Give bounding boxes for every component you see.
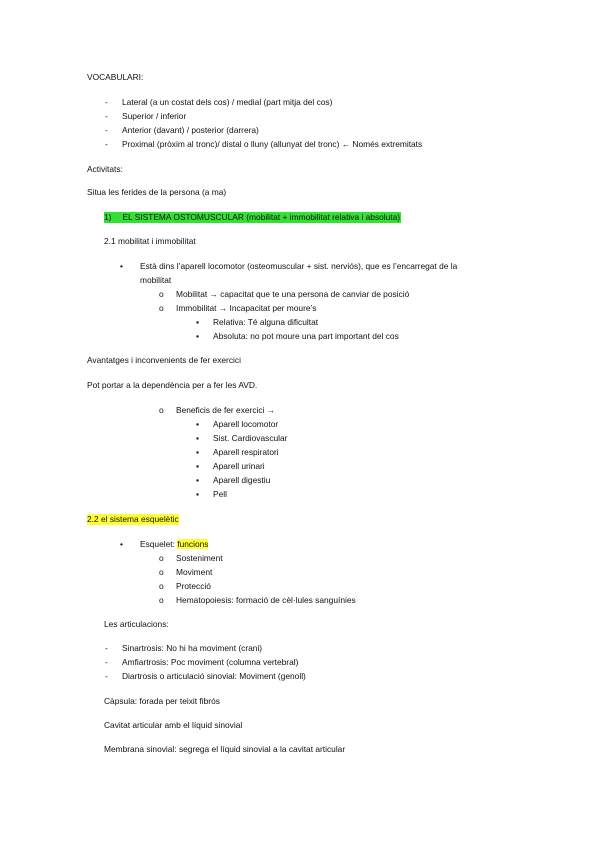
beneficis-item: Beneficis de fer exercici → bbox=[176, 405, 276, 415]
circle-marker: o bbox=[159, 289, 164, 299]
circle-marker: o bbox=[159, 553, 164, 563]
bullet-marker: • bbox=[120, 539, 123, 549]
benefit-item: Aparell urinari bbox=[213, 461, 265, 471]
s21-bullet-line2: mobilitat bbox=[140, 275, 172, 285]
relativa-item: Relativa: Té alguna dificultat bbox=[213, 317, 319, 327]
immobilitat-item: Immobilitat → Incapacitat per moure’s bbox=[176, 303, 317, 313]
dash-marker: - bbox=[105, 97, 108, 107]
articulacio-item: Diartrosis o articulació sinovial: Moviment (genoll) bbox=[122, 671, 306, 681]
dash-marker: - bbox=[105, 643, 108, 653]
benefit-item: Aparell digestiu bbox=[213, 475, 271, 485]
square-marker: ▪ bbox=[196, 331, 199, 341]
funcio-item: Protecció bbox=[176, 581, 211, 591]
vocab-item: Superior / inferior bbox=[122, 111, 187, 121]
funcio-item: Moviment bbox=[176, 567, 213, 577]
section-title: EL SISTEMA OSTOMUSCULAR (mobilitat + immobilitat relativa i absoluta) bbox=[122, 212, 401, 222]
funcions-highlight: funcions bbox=[177, 539, 209, 549]
square-marker: ▪ bbox=[196, 475, 199, 485]
square-marker: ▪ bbox=[196, 317, 199, 327]
avd-text: Pot portar a la dependència per a fer les AVD. bbox=[87, 380, 258, 390]
benefit-item: Aparell respiratori bbox=[213, 447, 279, 457]
vocab-heading: VOCABULARI: bbox=[87, 72, 144, 82]
dash-marker: - bbox=[105, 657, 108, 667]
dash-marker: - bbox=[105, 139, 108, 149]
activitats-label: Activitats: bbox=[87, 164, 123, 174]
benefit-item: Pell bbox=[213, 489, 227, 499]
dash-marker: - bbox=[105, 111, 108, 121]
dash-marker: - bbox=[105, 125, 108, 135]
funcio-item: Hematopoiesis: formació de cèl·lules sanguínies bbox=[176, 595, 356, 605]
circle-marker: o bbox=[159, 581, 164, 591]
circle-marker: o bbox=[159, 405, 164, 415]
articulacions-heading: Les articulacions: bbox=[104, 619, 169, 629]
square-marker: ▪ bbox=[196, 489, 199, 499]
circle-marker: o bbox=[159, 595, 164, 605]
articulacio-item: Sinartrosis: No hi ha moviment (crani) bbox=[122, 643, 263, 653]
circle-marker: o bbox=[159, 303, 164, 313]
vocab-item: Anterior (davant) / posterior (darrera) bbox=[122, 125, 259, 135]
circle-marker: o bbox=[159, 567, 164, 577]
square-marker: ▪ bbox=[196, 419, 199, 429]
avantatges-heading: Avantatges i inconvenients de fer exercici bbox=[87, 355, 241, 365]
membrana-text: Membrana sinovial: segrega el líquid sinovial a la cavitat articular bbox=[104, 744, 346, 754]
esquelet-prefix: Esquelet: bbox=[140, 539, 178, 549]
s21-bullet-line1: Està dins l’aparell locomotor (osteomuscular + sist. nerviós), que es l’encarregat de la bbox=[140, 261, 458, 271]
section-number: 1) bbox=[104, 212, 112, 222]
benefit-item: Aparell locomotor bbox=[213, 419, 279, 429]
benefit-item: Sist. Cardiovascular bbox=[213, 433, 288, 443]
section-2-1-heading: 2.1 mobilitat i immobilitat bbox=[104, 236, 196, 246]
bullet-marker: • bbox=[120, 261, 123, 271]
vocab-item: Lateral (a un costat dels cos) / medial (part mitja del cos) bbox=[122, 97, 333, 107]
situa-instruction: Situa les ferides de la persona (a ma) bbox=[87, 187, 227, 197]
esquelet-line bbox=[140, 539, 208, 550]
funcio-item: Sosteniment bbox=[176, 553, 223, 563]
dash-marker: - bbox=[105, 671, 108, 681]
section-2-2-heading: 2.2 el sistema esquelètic bbox=[87, 514, 179, 524]
section-1-heading bbox=[104, 212, 401, 223]
absoluta-item: Absoluta: no pot moure una part important del cos bbox=[213, 331, 399, 341]
square-marker: ▪ bbox=[196, 447, 199, 457]
articulacio-item: Amfiartrosis: Poc moviment (columna vertebral) bbox=[122, 657, 299, 667]
capsula-text: Càpsula: forada per teixit fibrós bbox=[104, 696, 220, 706]
cavitat-text: Cavitat articular amb el líquid sinovial bbox=[104, 720, 243, 730]
square-marker: ▪ bbox=[196, 433, 199, 443]
mobilitat-item: Mobilitat → capacitat que te una persona de canviar de posició bbox=[176, 289, 410, 299]
square-marker: ▪ bbox=[196, 461, 199, 471]
vocab-item: Proximal (pròxim al tronc)/ distal o lluny (allunyat del tronc) ← Només extremitats bbox=[122, 139, 423, 149]
